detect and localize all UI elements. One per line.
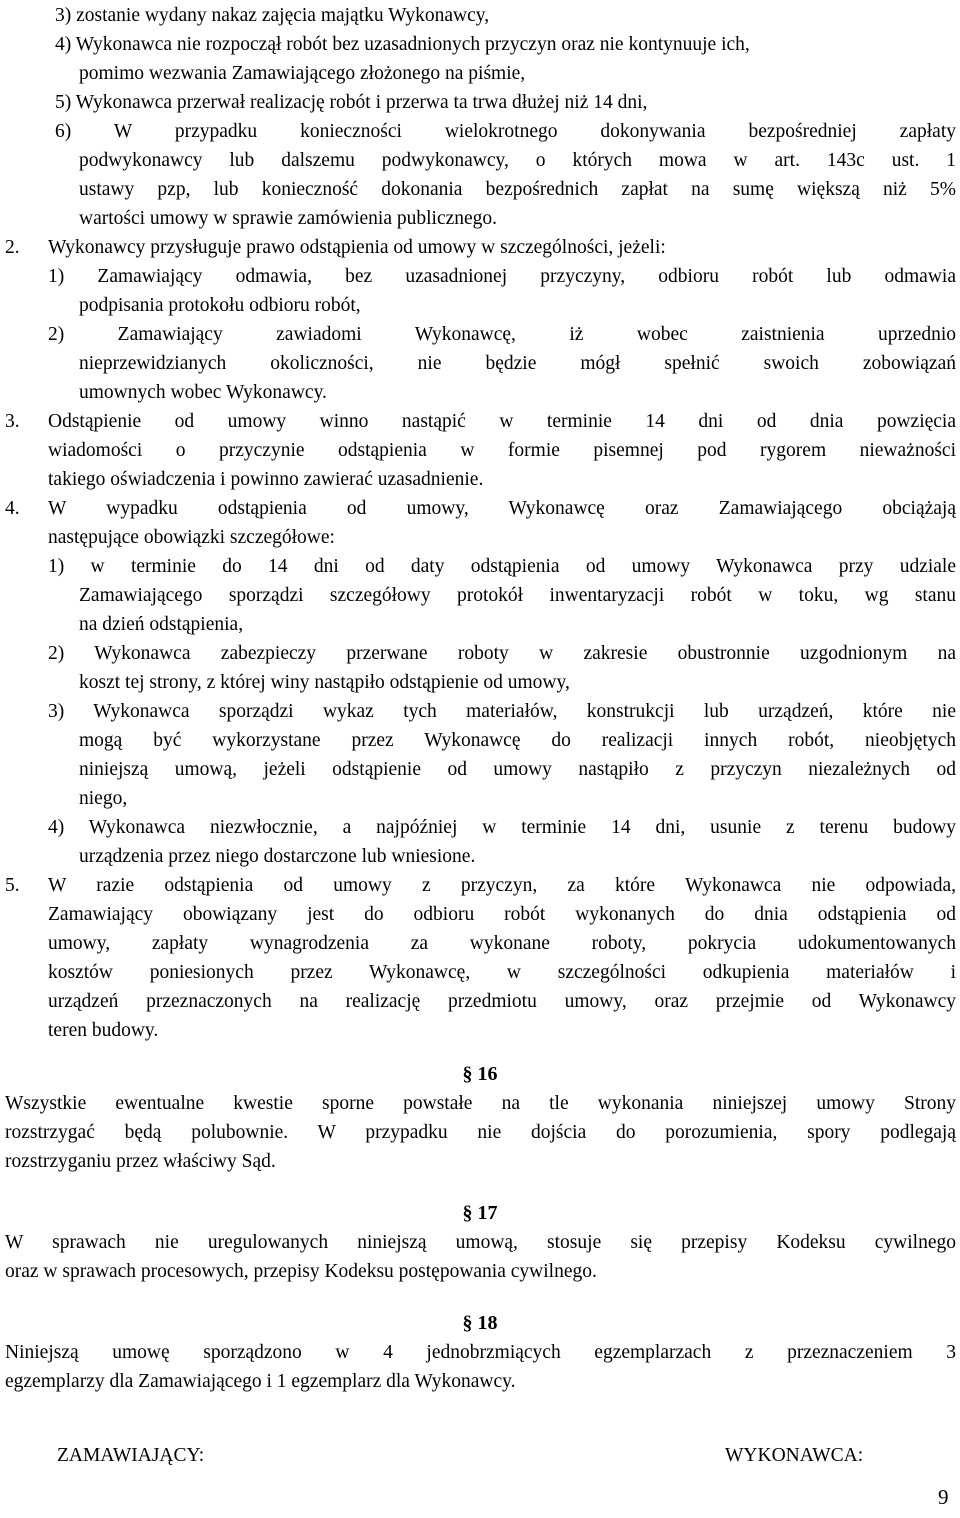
section-heading: § 17 <box>462 1202 498 1224</box>
text-line: wartości umowy w sprawie zamówienia publicznego. <box>79 208 498 229</box>
text-line: teren budowy. <box>48 1020 159 1041</box>
text-line: Niniejszą umowę sporządzono w 4 jednobrzmiących egzemplarzach z przeznaczeniem 3 <box>5 1342 956 1363</box>
text-line: nieprzewidzianych okoliczności, nie będzie mógł spełnić swoich zobowiązań <box>79 353 956 374</box>
text-line: rozstrzyganiu przez właściwy Sąd. <box>5 1151 276 1172</box>
text-line: 2) Zamawiający zawiadomi Wykonawcę, iż wobec zaistnienia uprzednio <box>48 324 956 345</box>
text-line: Wszystkie ewentualne kwestie sporne powstałe na tle wykonania niniejszej umowy Strony <box>5 1093 956 1114</box>
text-line: 2. <box>5 237 20 258</box>
section-heading: § 18 <box>462 1312 498 1334</box>
text-line: umowy, zapłaty wynagrodzenia za wykonane roboty, pokrycia udokumentowanych <box>48 933 956 954</box>
text-line: rozstrzygać będą polubownie. W przypadku nie dojścia do porozumienia, spory podlegają <box>5 1122 956 1143</box>
text-line: 4) Wykonawca nie rozpoczął robót bez uzasadnionych przyczyn oraz nie kontynuuje ich, <box>55 34 750 55</box>
text-line: urządzeń przeznaczonych na realizację przedmiotu umowy, oraz przejmie od Wykonawcy <box>48 991 956 1012</box>
text-line: oraz w sprawach procesowych, przepisy Kodeksu postępowania cywilnego. <box>5 1261 597 1282</box>
text-line: W wypadku odstąpienia od umowy, Wykonawcę oraz Zamawiającego obciążają <box>48 498 956 519</box>
text-line: kosztów poniesionych przez Wykonawcę, w szczególności odkupienia materiałów i <box>48 962 956 983</box>
text-line: Odstąpienie od umowy winno nastąpić w terminie 14 dni od dnia powzięcia <box>48 411 956 432</box>
text-line: mogą być wykorzystane przez Wykonawcę do realizacji innych robót, nieobjętych <box>79 730 956 751</box>
text-line: Zamawiający obowiązany jest do odbioru robót wykonanych do dnia odstąpienia od <box>48 904 956 925</box>
text-line: WYKONAWCA: <box>725 1445 864 1466</box>
text-line: urządzenia przez niego dostarczone lub wniesione. <box>79 846 476 867</box>
text-line: 1) w terminie do 14 dni od daty odstąpienia od umowy Wykonawca przy udziale <box>48 556 956 577</box>
text-line: W razie odstąpienia od umowy z przyczyn, za które Wykonawca nie odpowiada, <box>48 875 956 896</box>
section-heading: § 16 <box>462 1063 498 1085</box>
text-line: pomimo wezwania Zamawiającego złożonego na piśmie, <box>79 63 526 84</box>
text-line: 4. <box>5 498 20 519</box>
text-line: wiadomości o przyczynie odstąpienia w formie pisemnej pod rygorem nieważności <box>48 440 956 461</box>
text-line: 6) W przypadku konieczności wielokrotnego dokonywania bezpośredniej zapłaty <box>55 121 956 142</box>
text-line: 5) Wykonawca przerwał realizację robót i przerwa ta trwa dłużej niż 14 dni, <box>55 92 648 113</box>
text-line: podwykonawcy lub dalszemu podwykonawcy, o których mowa w art. 143c ust. 1 <box>79 150 956 171</box>
text-line: niego, <box>79 788 128 809</box>
text-line: 1) Zamawiający odmawia, bez uzasadnionej przyczyny, odbioru robót lub odmawia <box>48 266 956 287</box>
text-line: Zamawiającego sporządzi szczegółowy protokół inwentaryzacji robót w toku, wg stanu <box>79 585 956 606</box>
text-line: ZAMAWIAJĄCY: <box>57 1445 205 1466</box>
text-line: 3. <box>5 411 20 432</box>
text-line: umownych wobec Wykonawcy. <box>79 382 327 403</box>
text-line: 3) Wykonawca sporządzi wykaz tych materiałów, konstrukcji lub urządzeń, które nie <box>48 701 956 722</box>
text-line: Wykonawcy przysługuje prawo odstąpienia od umowy w szczególności, jeżeli: <box>48 237 666 258</box>
text-line: niniejszą umową, jeżeli odstąpienie od umowy nastąpiło z przyczyn niezależnych od <box>79 759 956 780</box>
text-line: podpisania protokołu odbioru robót, <box>79 295 361 316</box>
text-line: ustawy pzp, lub konieczność dokonania bezpośrednich zapłat na sumę większą niż 5% <box>79 179 956 200</box>
text-line: 3) zostanie wydany nakaz zajęcia majątku Wykonawcy, <box>55 5 490 26</box>
page-number: 9 <box>938 1485 949 1509</box>
text-line: 2) Wykonawca zabezpieczy przerwane roboty w zakresie obustronnie uzgodnionym na <box>48 643 956 664</box>
text-line: na dzień odstąpienia, <box>79 614 244 635</box>
text-line: W sprawach nie uregulowanych niniejszą umową, stosuje się przepisy Kodeksu cywilnego <box>5 1232 956 1253</box>
text-line: 5. <box>5 875 20 896</box>
text-line: 4) Wykonawca niezwłocznie, a najpóźniej w terminie 14 dni, usunie z terenu budowy <box>48 817 956 838</box>
text-line: egzemplarzy dla Zamawiającego i 1 egzemplarz dla Wykonawcy. <box>5 1371 516 1392</box>
text-line: następujące obowiązki szczegółowe: <box>48 527 335 548</box>
text-line: koszt tej strony, z której winy nastąpiło odstąpienie od umowy, <box>79 672 570 693</box>
text-line: takiego oświadczenia i powinno zawierać uzasadnienie. <box>48 469 484 490</box>
